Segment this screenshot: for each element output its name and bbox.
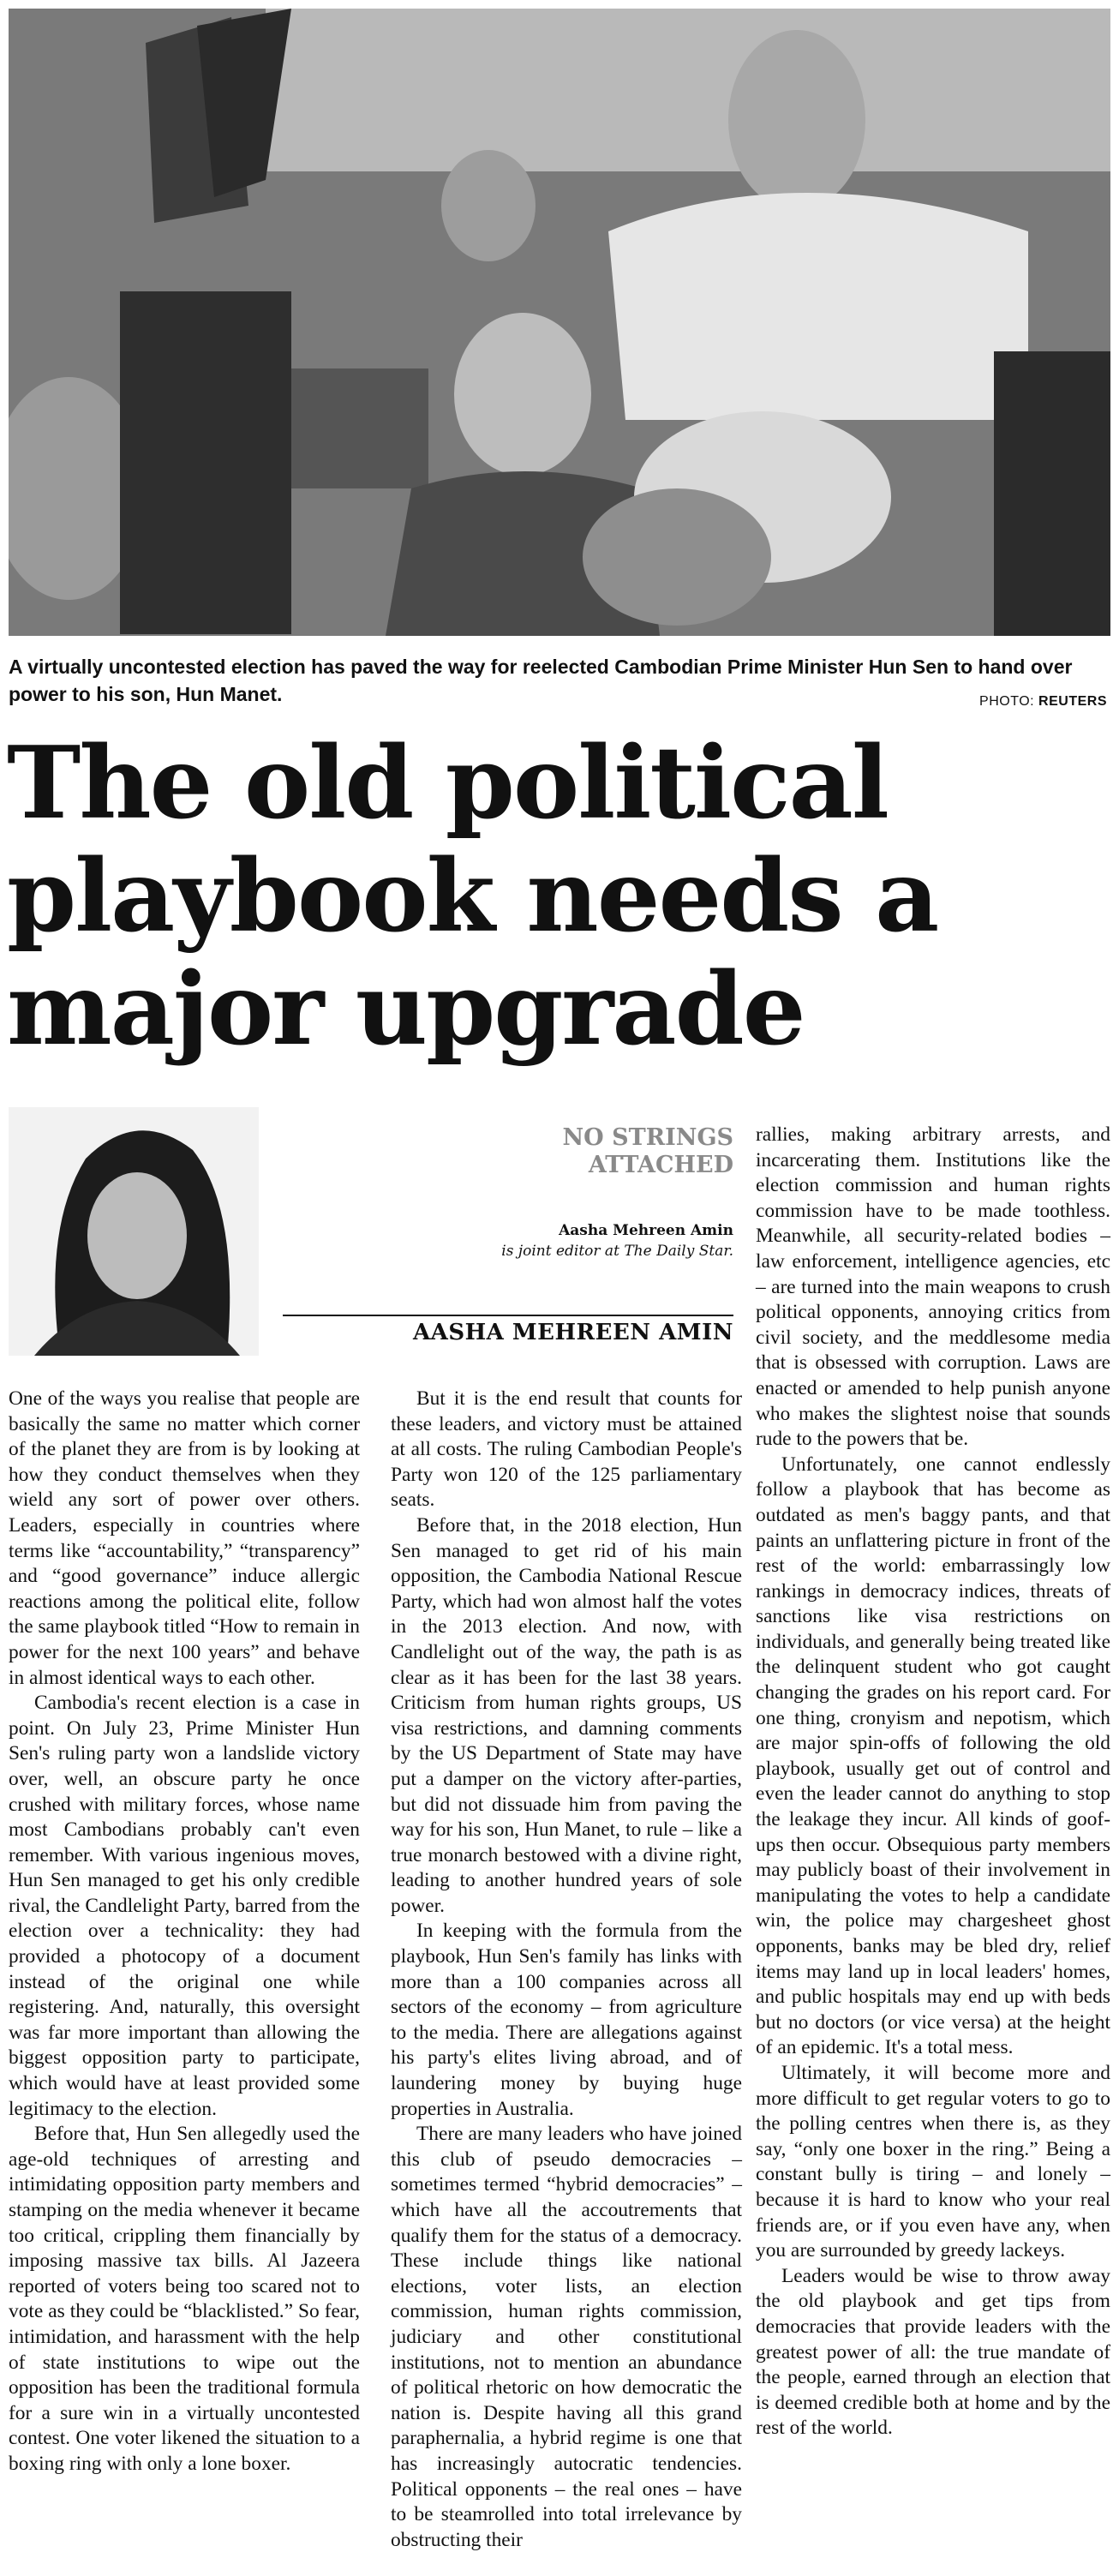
paragraph: Unfortunately, one cannot endlessly follow a playbook that has become as outdated as men's baggy pants, and that paints an unflattering picture in front of the rest of the world: embarrassingly low rankings in democracy indices, threats of sanctions like visa restrictions on individuals, and generally being treated like the delinquent student who got caught changing the grades on his report card. For one thing, cronyism and nepotism, which are major spin-offs of following the old playbook, usually get out of control and even the leader cannot do anything to stop the leakage they incur. All kinds of goof-ups then occur. Obsequious party members may publicly boast of their involvement in manipulating the votes to help a candidate win, the police may chargesheet ghost opponents, banks may be bled dry, relief items may land up in local leaders' homes, and public hospitals may end up with beds but no doctors (or vice versa) at the height of an epidemic. It's a total mess. [756,1453,1110,2059]
paragraph: rallies, making arbitrary arrests, and incarcerating them. Institutions like the election commission and human rights commission have to be made toothless. Meanwhile, all security-related bodies – law enforcement, intelligence agencies, etc – are turned into the main weapons to crush political opponents, annoying critics from civil society, and the meddlesome media that is obsessed with corruption. Laws are enacted or amended to help punish anyone who makes the slightest noise that sounds rude to the powers that be. [756,1123,1110,1451]
headline [7,727,1112,1066]
author-note [451,1220,733,1261]
author-note-role: is joint editor at [501,1243,625,1260]
paragraph: Before that, Hun Sen allegedly used the age-old techniques of arresting and intimidating opposition party members and stamping on the media whenever it became too critical, crippling them financially by imposing massive tax bills. Al Jazeera reported of voters being too scared not to vote as they could be “blacklisted.” So fear, intimidation, and harassment with the help of state institutions to wipe out the opposition has been the traditional formula for a sure win in a virtually uncontested contest. One voter likened the situation to a boxing ring with only a lone boxer. [9,2123,360,2475]
paragraph: But it is the end result that counts for these leaders, and victory must be attained at all costs. The ruling Cambodian People's Party won 120 of the 125 parliamentary seats. [391,1387,742,1512]
article-column-3 [756,1123,1110,2441]
article-column-2 [391,1387,742,2553]
news-photo-icon [9,9,1110,636]
photo-caption: A virtually uncontested election has paved the way for reelected Cambodian Prime Minister Hun Sen to hand over power to his son, Hun Manet. [9,656,1073,705]
paragraph: Before that, in the 2018 election, Hun Sen managed to get rid of his main opposition, the Cambodia National Rescue Party, which had won almost half the votes in the 2013 election. And now, with Candlelight out of the way, the path is as clear as it has been for the last 38 years. Criticism from human rights groups, US visa restrictions, and damning comments by the US Department of State may have put a damper on the victory after-parties, but did not dissuade him from paving the way for his son, Hun Manet, to rule – like a true monarch bestowed with a divine right, leading to another hundred years of sole power. [391,1513,742,1917]
paragraph: One of the ways you realise that people are basically the same no matter which corner of the planet they are from is by looking at how they conduct themselves when they wield any sort of power over others. Leaders, especially in countries where terms like “accountability,” “transparency” and “good governance” induce allergic reactions among the political elite, follow the same playbook titled “How to remain in power for the next 100 years” and behave in almost identical ways to each other. [9,1387,360,1689]
column-tag-line-1: NO STRINGS [562,1124,733,1151]
headline-line-1: The old political [7,725,888,842]
author-portrait-icon [9,1107,259,1356]
lead-photo [9,9,1110,636]
paragraph: Ultimately, it will become more and more difficult to get regular voters to go to the polling centres when there is, as they say, “only one boxer in the ring.” Being a constant bully is tiring – and lonely – because it is hard to know who your real friends are, or if you even have any, when you are surrounded by greedy lackeys. [756,2061,1110,2262]
byline-rule [283,1315,733,1316]
column-tag-line-2: ATTACHED [588,1152,733,1178]
paragraph: Cambodia's recent election is a case in point. On July 23, Prime Minister Hun Sen's ruling party won a landslide victory over, well, an obscure party he once crushed with military forces, whose name most Cambodians probably can't even remember. With various ingenious moves, Hun Sen managed to get his only credible rival, the Candlelight Party, barred from the election over a technicality: they had provided a photocopy of a document instead of the original one while registering. And, naturally, this oversight was far more important than allowing the biggest opposition party to participate, which would have at least provided some legitimacy to the election. [9,1692,360,2120]
headline-line-2: playbook needs a [7,838,938,955]
column-tag [476,1124,733,1179]
paragraph: Leaders would be wise to throw away the old playbook and get tips from democracies that provide leaders with the greatest power of all: the true mandate of the people, earned through an election that is deemed credible both at home and by the rest of the world. [756,2264,1110,2440]
paragraph: There are many leaders who have joined this club of pseudo democracies – sometimes termed “hybrid democracies” – which have all the accoutrements that qualify them for the status of a democracy. These include things like national elections, voter lists, an election commission, human rights commission, judiciary and other constitutional institutions, not to mention an abundance of political rhetoric on how democratic the nation is. Despite having all this grand paraphernalia, a hybrid regime is one that has increasingly autocratic tendencies. Political opponents – the real ones – have to be steamrolled into total irrelevance by obstructing their [391,2123,742,2551]
paragraph: In keeping with the formula from the playbook, Hun Sen's family has links with more than a 100 companies across all sectors of the economy – from agriculture to the media. There are allegations against his party's elites living abroad, and of laundering money by buying huge properties in Australia. [391,1920,742,2120]
photo-credit [979,694,1107,710]
byline: AASHA MEHREEN AMIN [412,1320,733,1345]
headline-line-3: major upgrade [7,951,805,1068]
author-note-publication: The Daily Star. [624,1243,733,1260]
article-column-1 [9,1387,360,2477]
credit-label: PHOTO: [979,694,1039,709]
author-photo [9,1107,259,1356]
author-note-name: Aasha Mehreen Amin [559,1222,733,1239]
credit-source: REUTERS [1038,694,1107,709]
